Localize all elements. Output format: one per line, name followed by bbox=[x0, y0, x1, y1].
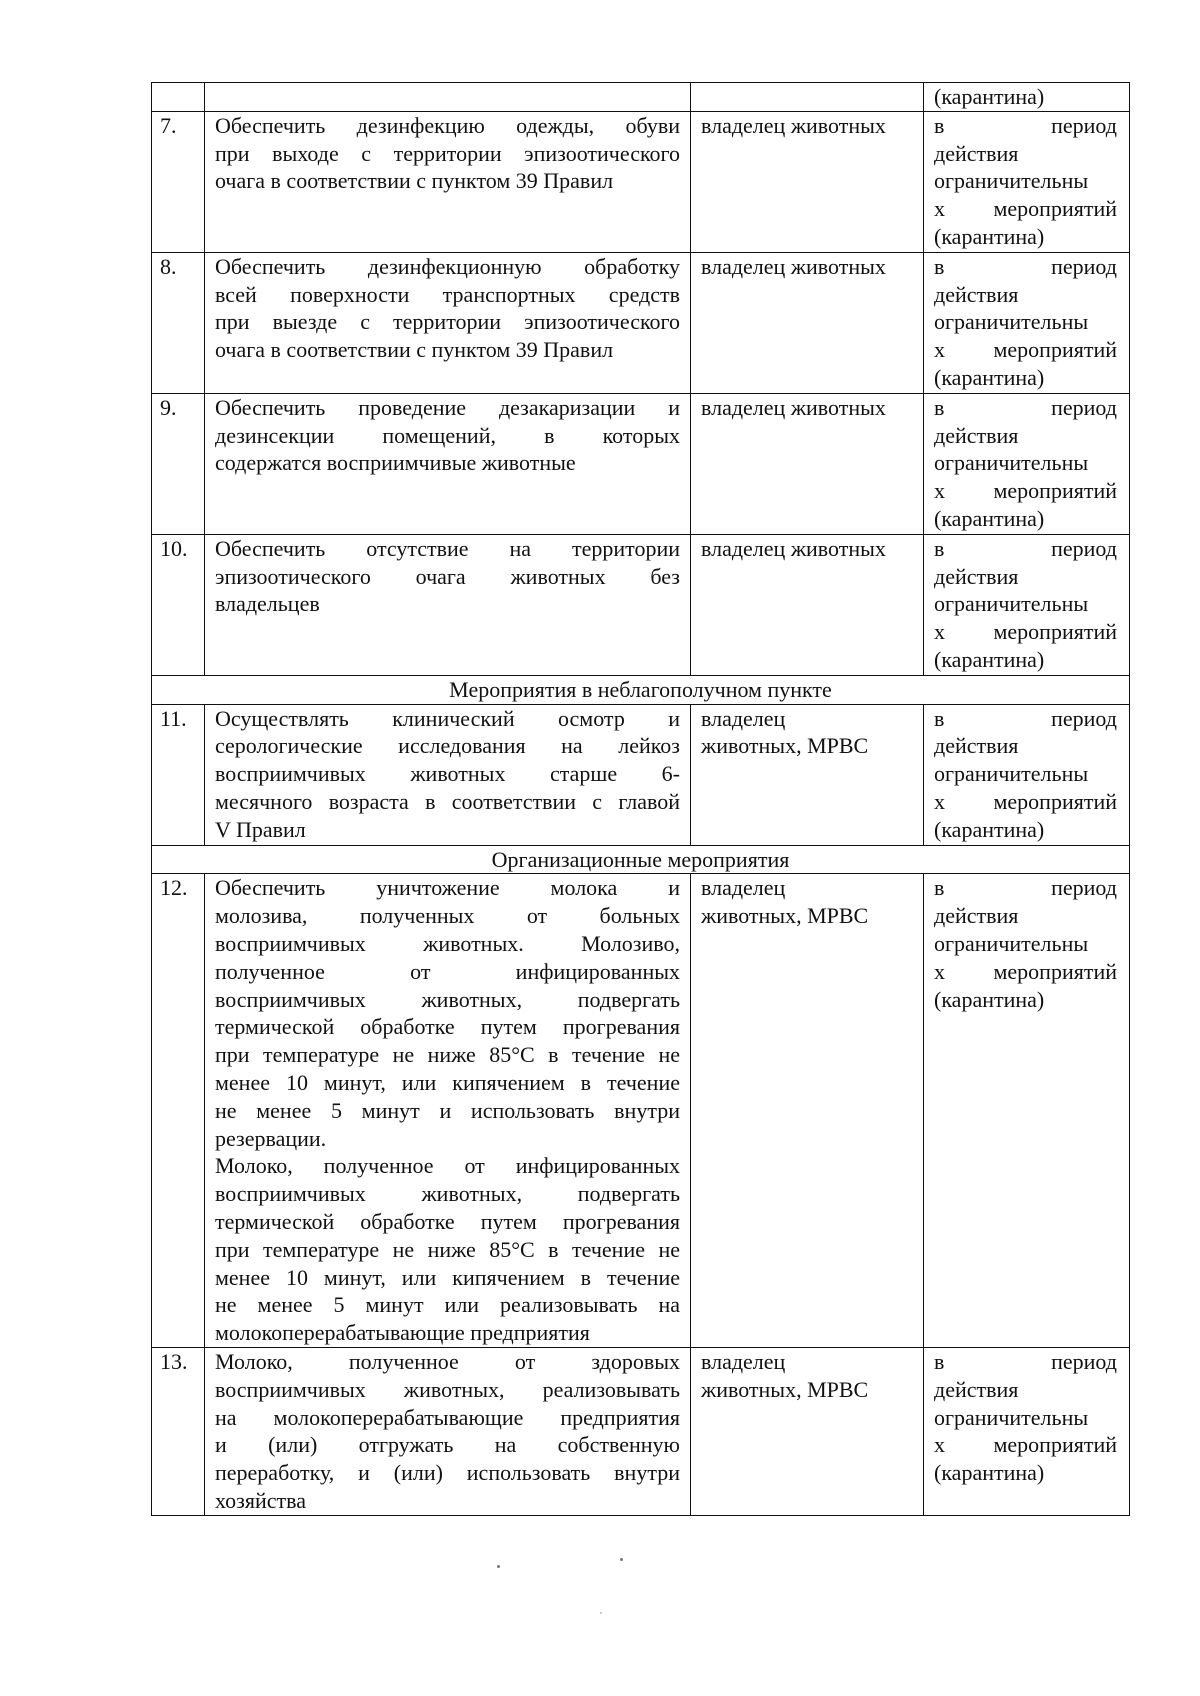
table-row bbox=[152, 111, 1130, 252]
term-line: действия bbox=[934, 1376, 1019, 1402]
section-heading: Мероприятия в неблагополучном пункте bbox=[152, 675, 1130, 704]
action-line: на молокоперерабатывающие предприятия bbox=[215, 1404, 680, 1430]
term-line: х мероприятий bbox=[934, 619, 1117, 645]
section-heading: Организационные мероприятия bbox=[152, 845, 1130, 874]
row-number: 12. bbox=[152, 874, 205, 1348]
action-line: эпизоотического очага животных без bbox=[215, 563, 680, 589]
term-line: действия bbox=[934, 563, 1019, 589]
action-line: V Правил bbox=[215, 816, 306, 842]
scan-speck bbox=[620, 1558, 623, 1561]
responsible-cell bbox=[691, 534, 924, 675]
responsible-text: животных, МРВС bbox=[701, 1376, 869, 1402]
num-cell bbox=[152, 83, 205, 112]
term-line: ограничительны bbox=[934, 591, 1089, 617]
term-cell bbox=[924, 111, 1130, 252]
action-line: восприимчивых животных старше 6- bbox=[215, 761, 680, 787]
term-line: действия bbox=[934, 281, 1019, 307]
action-line: переработку, и (или) использовать внутри bbox=[215, 1460, 680, 1486]
responsible-text: владелец bbox=[701, 875, 786, 901]
section-row bbox=[152, 845, 1130, 874]
responsible-text: животных, МРВС bbox=[701, 903, 869, 929]
action-line: менее 10 минут, или кипячением в течение bbox=[215, 1069, 680, 1095]
row-number: 8. bbox=[152, 252, 205, 393]
action-line: очага в соответствии с пунктом 39 Правил bbox=[215, 337, 614, 363]
term-line: в период bbox=[934, 394, 1117, 420]
term-cell bbox=[924, 83, 1130, 112]
table-row-continuation bbox=[152, 83, 1130, 112]
responsible-text: владелец животных bbox=[701, 112, 886, 138]
term-line: (карантина) bbox=[934, 223, 1045, 249]
action-line: Обеспечить дезинфекцию одежды, обуви bbox=[215, 112, 680, 138]
term-line: ограничительны bbox=[934, 309, 1089, 335]
term-cell bbox=[924, 252, 1130, 393]
responsible-text: владелец животных bbox=[701, 394, 886, 420]
term-cell bbox=[924, 704, 1130, 845]
responsible-cell bbox=[691, 252, 924, 393]
action-line: месячного возраста в соответствии с главой bbox=[215, 788, 680, 814]
responsible-text: владелец bbox=[701, 705, 786, 731]
action-line: дезинсекции помещений, в которых bbox=[215, 422, 680, 448]
term-cell bbox=[924, 393, 1130, 534]
action-line: менее 10 минут, или кипячением в течение bbox=[215, 1264, 680, 1290]
term-line: х мероприятий bbox=[934, 478, 1117, 504]
action-line: всей поверхности транспортных средств bbox=[215, 281, 680, 307]
term-line: ограничительны bbox=[934, 761, 1089, 787]
term-line: ограничительны bbox=[934, 450, 1089, 476]
section-row bbox=[152, 675, 1130, 704]
table-row bbox=[152, 252, 1130, 393]
term-text: (карантина) bbox=[934, 84, 1045, 109]
action-line: Обеспечить отсутствие на территории bbox=[215, 535, 680, 561]
action-line: содержатся восприимчивые животные bbox=[215, 450, 576, 476]
action-line: Молоко, полученное от инфицированных bbox=[215, 1153, 680, 1179]
term-line: (карантина) bbox=[934, 1460, 1045, 1486]
term-line: в период bbox=[934, 253, 1117, 279]
action-line: не менее 5 минут или реализовывать на bbox=[215, 1292, 680, 1318]
term-line: действия bbox=[934, 903, 1019, 929]
term-cell bbox=[924, 534, 1130, 675]
term-line: в период bbox=[934, 1348, 1117, 1374]
row-number: 7. bbox=[152, 111, 205, 252]
action-cell bbox=[205, 393, 691, 534]
action-line: серологические исследования на лейкоз bbox=[215, 733, 680, 759]
term-line: (карантина) bbox=[934, 986, 1045, 1012]
term-line: х мероприятий bbox=[934, 196, 1117, 222]
action-line: термической обработке путем прогревания bbox=[215, 1208, 680, 1234]
table-row bbox=[152, 534, 1130, 675]
responsible-cell bbox=[691, 704, 924, 845]
term-line: в период bbox=[934, 875, 1117, 901]
term-cell bbox=[924, 874, 1130, 1348]
action-line: и (или) отгружать на собственную bbox=[215, 1432, 680, 1458]
action-line: резервации. bbox=[215, 1125, 327, 1151]
term-line: в период bbox=[934, 112, 1117, 138]
table-row bbox=[152, 1347, 1130, 1515]
action-line: термической обработке путем прогревания bbox=[215, 1014, 680, 1040]
responsible-cell bbox=[691, 874, 924, 1348]
row-number: 9. bbox=[152, 393, 205, 534]
term-line: действия bbox=[934, 140, 1019, 166]
action-line: не менее 5 минут и использовать внутри bbox=[215, 1097, 680, 1123]
action-line: Обеспечить проведение дезакаризации и bbox=[215, 394, 680, 420]
action-line: полученное от инфицированных bbox=[215, 958, 680, 984]
table-row bbox=[152, 704, 1130, 845]
action-cell bbox=[205, 1347, 691, 1515]
action-line: при выходе с территории эпизоотического bbox=[215, 140, 680, 166]
action-line: при температуре не ниже 85°С в течение не bbox=[215, 1042, 680, 1068]
action-line: при выезде с территории эпизоотического bbox=[215, 309, 680, 335]
responsible-cell bbox=[691, 393, 924, 534]
term-line: в период bbox=[934, 535, 1117, 561]
action-line: при температуре не ниже 85°С в течение не bbox=[215, 1236, 680, 1262]
action-cell bbox=[205, 534, 691, 675]
term-line: х мероприятий bbox=[934, 337, 1117, 363]
term-line: х мероприятий bbox=[934, 1432, 1117, 1458]
action-cell bbox=[205, 252, 691, 393]
action-cell bbox=[205, 704, 691, 845]
action-line: очага в соответствии с пунктом 39 Правил bbox=[215, 168, 614, 194]
responsible-text: владелец животных bbox=[701, 535, 886, 561]
term-line: действия bbox=[934, 733, 1019, 759]
action-cell bbox=[205, 111, 691, 252]
action-line: восприимчивых животных, подвергать bbox=[215, 986, 680, 1012]
term-line: (карантина) bbox=[934, 505, 1045, 531]
responsible-text: владелец животных bbox=[701, 253, 886, 279]
term-cell bbox=[924, 1347, 1130, 1515]
action-line: восприимчивых животных. Молозиво, bbox=[215, 930, 680, 956]
action-line: молокоперерабатывающие предприятия bbox=[215, 1320, 590, 1346]
action-line: хозяйства bbox=[215, 1487, 306, 1513]
responsible-cell bbox=[691, 111, 924, 252]
term-line: х мероприятий bbox=[934, 788, 1117, 814]
scan-speck bbox=[600, 1612, 602, 1614]
term-line: ограничительны bbox=[934, 1404, 1089, 1430]
term-line: в период bbox=[934, 705, 1117, 731]
term-line: (карантина) bbox=[934, 364, 1045, 390]
term-line: х мероприятий bbox=[934, 958, 1117, 984]
term-line: ограничительны bbox=[934, 168, 1089, 194]
action-line: восприимчивых животных, реализовывать bbox=[215, 1376, 680, 1402]
action-line: Обеспечить дезинфекционную обработку bbox=[215, 253, 680, 279]
action-line: Обеспечить уничтожение молока и bbox=[215, 875, 680, 901]
action-line: Осуществлять клинический осмотр и bbox=[215, 705, 680, 731]
action-cell bbox=[205, 83, 691, 112]
table-row bbox=[152, 874, 1130, 1348]
term-line: (карантина) bbox=[934, 816, 1045, 842]
action-line: Молоко, полученное от здоровых bbox=[215, 1348, 680, 1374]
row-number: 11. bbox=[152, 704, 205, 845]
table-row bbox=[152, 393, 1130, 534]
term-line: ограничительны bbox=[934, 930, 1089, 956]
action-line: молозива, полученных от больных bbox=[215, 903, 680, 929]
scan-speck bbox=[497, 1565, 500, 1568]
action-cell bbox=[205, 874, 691, 1348]
measures-table bbox=[151, 82, 1130, 1516]
responsible-text: животных, МРВС bbox=[701, 733, 869, 759]
row-number: 13. bbox=[152, 1347, 205, 1515]
action-line: восприимчивых животных, подвергать bbox=[215, 1181, 680, 1207]
row-number: 10. bbox=[152, 534, 205, 675]
term-line: (карантина) bbox=[934, 646, 1045, 672]
responsible-text: владелец bbox=[701, 1348, 786, 1374]
responsible-cell bbox=[691, 83, 924, 112]
term-line: действия bbox=[934, 422, 1019, 448]
action-line: владельцев bbox=[215, 591, 320, 617]
responsible-cell bbox=[691, 1347, 924, 1515]
